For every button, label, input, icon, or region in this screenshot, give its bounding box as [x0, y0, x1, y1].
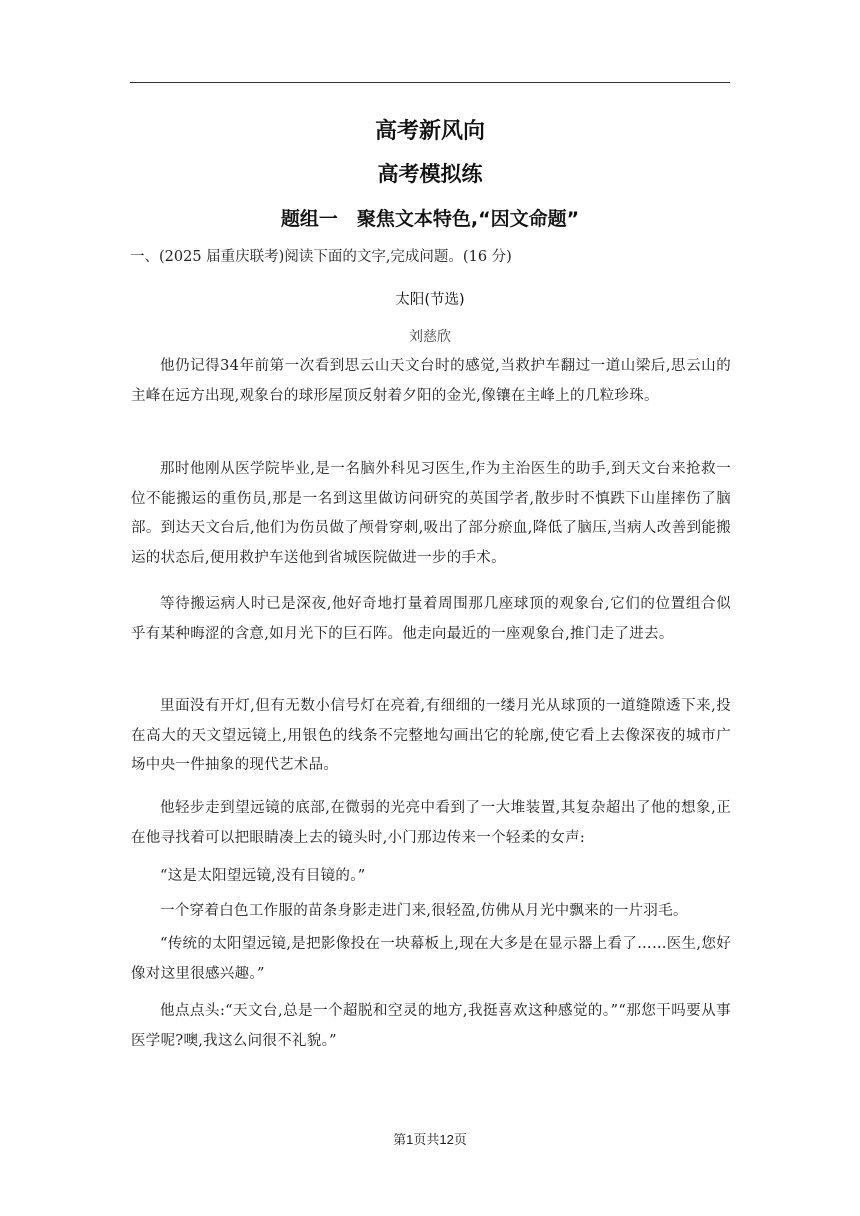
- passage-paragraph: 那时他刚从医学院毕业,是一名脑外科见习医生,作为主治医生的助手,到天文台来抢救一位不能搬运的重伤员,那是一名到这里做访问研究的英国学者,散步时不慎跌下山崖摔伤了脑部。到达天文台后,他们为伤员做了颅骨穿刺,吸出了部分瘀血,降低了脑压,当病人改善到能搬运的状态后,便用救护车送他到省城医院做进一步的手术。: [131, 461, 731, 567]
- passage-paragraph: 他点点头:“天文台,总是一个超脱和空灵的地方,我挺喜欢这种感觉的。”“那您干吗要从事医学呢?噢,我这么问很不礼貌。”: [131, 1003, 731, 1049]
- passage-paragraph: 等待搬运病人时已是深夜,他好奇地打量着周围那几座球顶的观象台,它们的位置组合似乎有某种晦涩的含意,如月光下的巨石阵。他走向最近的一座观象台,推门走了进去。: [131, 596, 731, 642]
- passage-paragraph: 一个穿着白色工作服的苗条身影走进门来,很轻盈,仿佛从月光中飘来的一片羽毛。: [160, 903, 688, 919]
- header-rule: [130, 82, 730, 83]
- passage-paragraph: 他仍记得34年前第一次看到思云山天文台时的感觉,当救护车翻过一道山梁后,思云山的主峰在远方出现,观象台的球形屋顶反射着夕阳的金光,像镶在主峰上的几粒珍珠。: [131, 358, 731, 404]
- page-number: 第1页共12页: [393, 1132, 467, 1147]
- page-title: 高考新风向: [374, 119, 485, 144]
- page-subtitle: 高考模拟练: [377, 162, 483, 186]
- passage-author: 刘慈欣: [409, 329, 451, 345]
- passage-paragraph: 他轻步走到望远镜的底部,在微弱的光亮中看到了一大堆装置,其复杂超出了他的想象,正在他寻找着可以把眼睛凑上去的镜头时,小门那边传来一个轻柔的女声:: [131, 800, 731, 846]
- passage-paragraph: “传统的太阳望远镜,是把影像投在一块幕板上,现在大多是在显示器上看了……医生,您好像对这里很感兴趣。”: [131, 936, 731, 982]
- question-prompt: 一、(2025 届重庆联考)阅读下面的文字,完成问题。(16 分): [130, 249, 512, 265]
- section-heading: 题组一 聚焦文本特色,“因文命题”: [280, 208, 580, 230]
- passage-title: 太阳(节选): [395, 292, 465, 308]
- passage-paragraph: “这是太阳望远镜,没有目镜的。”: [160, 868, 366, 884]
- passage-paragraph: 里面没有开灯,但有无数小信号灯在亮着,有细细的一缕月光从球顶的一道缝隙透下来,投在高大的天文望远镜上,用银色的线条不完整地勾画出它的轮廓,使它看上去像深夜的城市广场中央一件抽象的现代艺术品。: [131, 698, 731, 774]
